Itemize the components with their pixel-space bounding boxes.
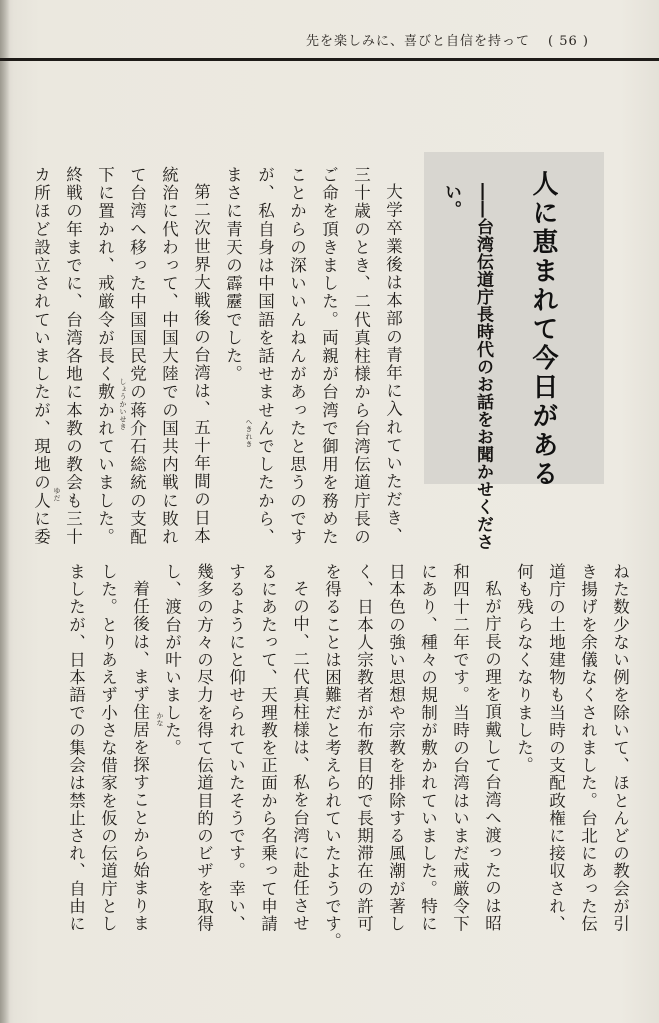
running-title: 先を楽しみに、喜びと自信を持って (306, 34, 531, 49)
running-header (306, 30, 589, 49)
lower-column-15: し、渡台が叶いました。 (162, 563, 182, 757)
section-title: 人に恵まれて今日がある (528, 170, 558, 489)
lower-column-16: 着任後は、まず住居を探すことから始まりま (130, 580, 150, 932)
lower-column-12: るにあたって、天理教を正面から名乗って申請 (258, 563, 278, 933)
upper-column-12: カ所ほど設立されていましたが、現地の人に委 (31, 166, 51, 547)
upper-column-10: 下に置かれ、戒厳令が長く敷かれていました。 (95, 166, 115, 547)
lower-column-10: を得ることは困難だと考えられていたようです。 (322, 563, 342, 951)
upper-column-7: 第二次世界大戦後の台湾は、五十年間の日本 (191, 183, 211, 545)
upper-column-8: 統治に代わって、中国大陸での国共内戦に敗れ (159, 166, 179, 547)
lower-column-18: ましたが、日本語での集会は禁止され、自由に (66, 563, 86, 933)
ruby-heki: へきれき (245, 418, 253, 448)
binding-shadow (0, 0, 10, 1023)
lower-column-7: にあり、種々の規制が敷かれていました。特に (418, 563, 438, 933)
upper-column-6: まさに青天の霹靂でした。 (223, 166, 243, 384)
lower-column-1: ねた数少ない例を除いて、ほとんどの教会が引 (610, 563, 630, 933)
upper-column-3: ご命を頂きました。両親が台湾で御用を務めた (319, 166, 339, 547)
question-line-2: い。 (441, 183, 461, 218)
lower-column-13: するようにと仰せられていたそうです。幸い、 (226, 563, 246, 933)
lower-column-6: 和四十二年です。当時の台湾はいまだ戒厳令下 (450, 563, 470, 933)
lower-column-5: 私が庁長の理を頂戴して台湾へ渡ったのは昭 (482, 580, 502, 932)
lower-column-11: その中、二代真柱様は、私を台湾に赴任させ (290, 580, 310, 932)
lower-column-2: き揚げを余儀なくされました。台北にあった伝 (578, 563, 598, 933)
ruby-shokaiseki: しょうかいせき (119, 378, 127, 431)
lower-column-14: 幾多の方々の尽力を得て伝道目的のビザを取得 (194, 563, 214, 933)
upper-column-11: 終戦の年までに、台湾各地に本教の教会も三十 (63, 166, 83, 547)
ruby-kana: かな (156, 712, 164, 727)
lower-column-3: 道庁の土地建物も当時の支配政権に接収され、 (546, 563, 566, 933)
question-line-1: ――台湾伝道庁長時代のお話をお聞かせくださ (473, 183, 493, 551)
header-rule (0, 58, 659, 61)
upper-column-4: ことからの深いいんねんがあったと思うのです (287, 166, 307, 547)
upper-column-2: 三十歳のとき、二代真柱様から台湾伝道庁長の (351, 166, 371, 547)
page-number: ( 56 ) (548, 34, 589, 49)
upper-column-9: て台湾へ移った中国国民党の蒋介石総統の支配 (127, 166, 147, 547)
upper-column-1: 大学卒業後は本部の青年に入れていただき、 (383, 183, 403, 545)
lower-column-17: した。とりあえず小さな借家を仮の伝道庁とし (98, 563, 118, 933)
lower-column-9: く、日本人宗教者が布教目的で長期滞在の許可 (354, 563, 374, 933)
lower-column-8: 日本色の強い思想や宗教を排除する風潮が著し (386, 563, 406, 933)
lower-column-4: 何も残らなくなりました。 (514, 563, 534, 775)
ruby-yuda: ゆだ (53, 487, 61, 502)
upper-column-5: が、私自身は中国語を話せませんでしたから、 (255, 166, 275, 547)
